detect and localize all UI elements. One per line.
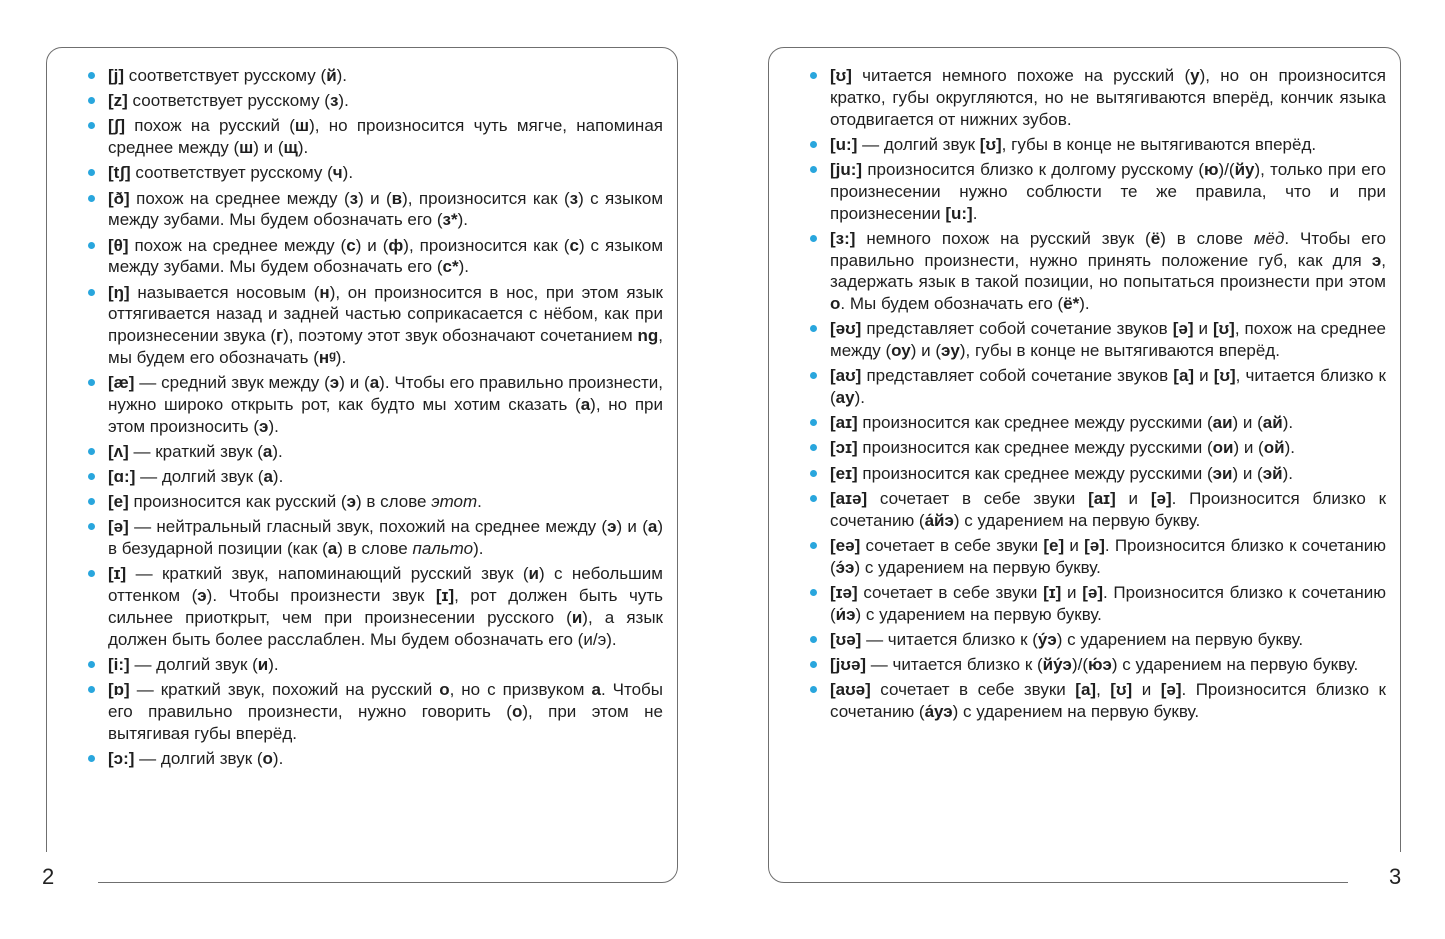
bold-fragment: ю: [1204, 159, 1219, 179]
text-fragment: ) с языком между зубами. Мы будем обозначать его (: [108, 188, 664, 230]
italic-fragment: мёд: [1253, 228, 1285, 248]
bold-fragment: [ɑ:]: [108, 467, 136, 487]
text-fragment: сочетает в себе звуки: [870, 680, 1076, 700]
text-fragment: соответствует русскому (: [124, 66, 327, 85]
text-fragment: ) с ударением на первую букву.: [854, 557, 1101, 577]
text-fragment: . Произносится близко к сочетанию (: [830, 535, 1386, 577]
text-fragment: сочетает в себе звуки: [867, 488, 1089, 508]
text-fragment: — краткий звук, похожий на русский: [129, 680, 440, 700]
text-fragment: — читается близко к (: [861, 629, 1038, 649]
text-fragment: — читается близко к (: [866, 655, 1043, 674]
bold-fragment: [ə]: [1160, 680, 1182, 700]
text-fragment: ) и (: [355, 235, 389, 255]
text-fragment: ), поэтому этот звук обозначают сочетанием: [283, 326, 638, 346]
phoneme-item-au: [830, 365, 1386, 409]
bold-fragment: э: [607, 517, 617, 537]
text-fragment: ), произносится как (: [403, 235, 570, 255]
bold-fragment: ш: [239, 138, 254, 158]
bold-fragment: [ʃ]: [108, 116, 125, 136]
bold-fragment: ои: [1212, 438, 1234, 458]
bold-fragment: э: [329, 373, 340, 393]
text-fragment: ).: [272, 441, 283, 461]
bold-fragment: [aɪə]: [830, 488, 868, 508]
text-fragment: ) в слове: [1160, 228, 1254, 248]
phoneme-item-ie: [830, 582, 1386, 626]
bold-fragment: [ɔ:]: [108, 748, 135, 768]
bold-fragment: нᵍ: [318, 347, 336, 367]
bold-fragment: эи: [1212, 463, 1233, 483]
bold-fragment: и: [528, 564, 539, 584]
text-fragment: и: [1194, 366, 1214, 386]
text-fragment: ).: [1282, 413, 1294, 433]
text-fragment: немного похож на русский звук (: [855, 228, 1151, 248]
right-phoneme-list: [830, 65, 1386, 726]
bold-fragment: а: [262, 441, 273, 461]
bold-fragment: и́э: [835, 604, 856, 624]
text-fragment: — долгий звук (: [129, 655, 258, 674]
phoneme-item-long-u: [830, 134, 1386, 156]
italic-fragment: пальто: [412, 539, 474, 559]
text-fragment: представляет собой сочетание звуков: [861, 319, 1173, 339]
text-fragment: ) и (: [1233, 438, 1264, 458]
bold-fragment: [u:]: [830, 134, 858, 154]
text-fragment: . Чтобы его правильно произнести, нужно говорить (: [108, 680, 663, 721]
text-fragment: сочетает в себе звуки: [857, 582, 1044, 602]
bold-fragment: [aʊə]: [830, 680, 871, 700]
bold-fragment: [jʊə]: [830, 655, 867, 674]
text-fragment: ).: [457, 210, 468, 230]
text-fragment: ) в слове: [355, 492, 432, 512]
text-fragment: ).: [272, 467, 284, 487]
text-fragment: и: [1115, 488, 1151, 508]
text-fragment: .: [972, 203, 978, 223]
bold-fragment: а: [263, 467, 273, 487]
page-number-left: 2: [42, 864, 55, 889]
phoneme-item-long-i: [108, 654, 663, 676]
text-fragment: соответствует русскому (: [130, 163, 333, 183]
text-fragment: произносится как среднее между русскими (: [857, 413, 1213, 433]
phoneme-item-sh: [108, 115, 663, 159]
text-fragment: ).: [854, 388, 865, 408]
bold-fragment: о: [262, 748, 273, 768]
text-fragment: ) в слове: [337, 539, 413, 559]
bold-fragment: а: [369, 373, 380, 393]
bold-fragment: ау: [835, 388, 855, 408]
bold-fragment: з: [569, 188, 579, 208]
bold-fragment: [ɒ]: [108, 680, 130, 700]
text-fragment: ), но он произносится кратко, губы округляются, но не вытягиваются вперёд, кончик языка отодвигается от нижних зубов.: [830, 66, 1386, 129]
bold-fragment: з: [349, 188, 359, 208]
text-fragment: ) с ударением на первую букву.: [1056, 629, 1304, 649]
text-fragment: ) и (: [1232, 413, 1263, 433]
bold-fragment: о: [830, 294, 841, 314]
bold-fragment: [ʊ]: [979, 134, 1002, 154]
bold-fragment: [aɪ]: [1088, 488, 1116, 508]
phoneme-item-long-o: [108, 748, 663, 770]
bold-fragment: [ŋ]: [108, 282, 130, 302]
text-fragment: ), произносится как (: [402, 188, 570, 208]
bold-fragment: [ɪ]: [108, 564, 127, 584]
bold-fragment: э: [197, 586, 207, 606]
text-fragment: ) с небольшим оттенком (: [108, 564, 663, 606]
text-fragment: , рот должен быть чуть сильнее приоткрыт, чем при произнесении русского (: [108, 586, 663, 628]
text-fragment: ), губы в конце не вытягиваются вперёд.: [959, 341, 1280, 361]
bold-fragment: [ð]: [108, 188, 130, 208]
phoneme-item-wedge: [108, 441, 663, 463]
text-fragment: , читается близко к (: [830, 366, 1386, 408]
text-fragment: , мы будем его обозначать (: [108, 326, 663, 367]
phoneme-item-oi: [830, 437, 1386, 459]
phoneme-item-e: [108, 491, 663, 513]
text-fragment: ).: [338, 91, 349, 111]
bold-fragment: ё*: [1063, 294, 1080, 314]
bold-fragment: а́уэ: [924, 701, 953, 721]
bold-fragment: [ə]: [108, 517, 129, 537]
phoneme-item-ei: [830, 463, 1386, 485]
bold-fragment: [ɪ]: [435, 586, 455, 606]
bold-fragment: с: [569, 235, 579, 255]
text-fragment: ).: [342, 163, 354, 183]
text-fragment: ).: [335, 347, 347, 367]
phoneme-item-ju: [830, 159, 1386, 224]
bold-fragment: г: [276, 326, 284, 346]
text-fragment: произносится как русский (: [128, 492, 347, 512]
phoneme-item-ae: [108, 372, 663, 437]
text-fragment: ) с ударением на первую букву.: [1111, 655, 1359, 674]
text-fragment: ) в безударной позиции (как (: [108, 517, 663, 559]
text-fragment: и: [1061, 582, 1083, 602]
bold-fragment: и: [571, 608, 583, 628]
page-number-right: 3: [1389, 864, 1402, 889]
bold-fragment: о: [511, 701, 523, 721]
text-fragment: ), при этом не вытягивая губы вперёд.: [108, 701, 664, 743]
bold-fragment: а: [580, 394, 591, 414]
bold-fragment: у́э: [1037, 629, 1057, 649]
left-phoneme-list: [108, 65, 663, 773]
bold-fragment: [ɪə]: [830, 582, 858, 602]
text-fragment: ), а язык должен быть более расслаблен. Мы будем обозначать его (и/э).: [108, 608, 663, 649]
bold-fragment: эу: [941, 341, 960, 361]
text-fragment: — краткий звук (: [128, 441, 263, 461]
text-fragment: похож на среднее между (: [128, 235, 347, 255]
text-fragment: похож на среднее между (: [129, 188, 350, 208]
phoneme-item-aue: [830, 679, 1386, 723]
bold-fragment: ю́э: [1087, 655, 1112, 674]
bold-fragment: ой: [1263, 438, 1285, 458]
text-fragment: ) с ударением на первую букву.: [952, 701, 1200, 721]
text-fragment: называется носовым (: [129, 282, 320, 302]
text-fragment: ), только при его произнесении нужно соблюсти те же правила, что и при произнесении: [830, 159, 1386, 223]
phoneme-item-ai: [830, 412, 1386, 434]
text-fragment: ), он произносится в нос, при этом язык оттягивается назад и задней частью соприкасается с нёбом, как при произнесении звука (: [108, 282, 663, 346]
text-fragment: ) и (: [358, 188, 392, 208]
text-fragment: ) и (: [339, 373, 370, 393]
text-fragment: . Чтобы его правильно произнести, нужно принять положение губ, как для: [830, 228, 1386, 270]
phoneme-item-j: [108, 65, 663, 87]
text-fragment: , но с призвуком: [449, 680, 592, 700]
right-page-frame: [768, 47, 1401, 883]
bold-fragment: йу́э: [1042, 655, 1072, 674]
text-fragment: )/(: [1071, 655, 1088, 674]
text-fragment: ), но произносится чуть мягче, напоминая среднее между (: [108, 116, 663, 158]
bold-fragment: й: [326, 66, 337, 85]
bold-fragment: [ə]: [1150, 488, 1172, 508]
bold-fragment: [ɔɪ]: [830, 438, 858, 458]
bold-fragment: [e]: [108, 492, 129, 512]
bold-fragment: аи: [1212, 413, 1233, 433]
bold-fragment: [i:]: [108, 655, 130, 674]
bold-fragment: э: [346, 492, 356, 512]
text-fragment: — долгий звук (: [135, 467, 264, 487]
bold-fragment: ш: [294, 116, 310, 136]
phoneme-item-small-i: [108, 563, 663, 650]
phoneme-item-ea: [830, 535, 1386, 579]
bold-fragment: [ʊ]: [1213, 366, 1236, 386]
bold-fragment: [e]: [1043, 535, 1065, 555]
text-fragment: ) и (: [1232, 463, 1263, 483]
text-fragment: ).: [458, 257, 469, 277]
bold-fragment: щ: [283, 138, 298, 158]
bold-fragment: з*: [442, 210, 458, 230]
bold-fragment: йу: [1234, 159, 1255, 179]
bold-fragment: а́йэ: [924, 510, 954, 530]
text-fragment: ).: [1284, 438, 1295, 458]
bold-fragment: с*: [442, 257, 459, 277]
text-fragment: — краткий звук, напоминающий русский звук (: [126, 564, 529, 584]
text-fragment: ).: [473, 539, 484, 559]
text-fragment: ) и (: [616, 517, 648, 537]
text-fragment: ).: [1282, 463, 1293, 483]
bold-fragment: в: [391, 188, 403, 208]
bold-fragment: [ʊ]: [830, 66, 852, 85]
text-fragment: — долгий звук (: [134, 748, 263, 768]
phoneme-item-eth: [108, 188, 663, 232]
text-fragment: ) и (: [253, 138, 284, 158]
phoneme-item-short-o: [108, 679, 663, 744]
bold-fragment: [eɪ]: [830, 463, 858, 483]
phoneme-item-upsilon: [830, 65, 1386, 130]
bold-fragment: [ə]: [1172, 319, 1194, 339]
text-fragment: произносится как среднее между русскими (: [857, 463, 1213, 483]
text-fragment: ). Чтобы его правильно произнести, нужно широко открыть рот, как будто мы хотим сказать (: [108, 373, 664, 414]
bold-fragment: а: [647, 517, 658, 537]
text-fragment: ).: [297, 138, 309, 158]
text-fragment: похож на русский (: [124, 116, 295, 136]
bold-fragment: эй: [1262, 463, 1283, 483]
bold-fragment: э: [1371, 250, 1382, 270]
bold-fragment: [ə]: [1084, 535, 1105, 555]
text-fragment: ), но при этом произносить (: [108, 394, 663, 436]
bold-fragment: [θ]: [108, 235, 129, 255]
text-fragment: , похож на среднее между (: [830, 319, 1386, 361]
bold-fragment: ч: [332, 163, 343, 183]
bold-fragment: с: [346, 235, 356, 255]
text-fragment: и: [1132, 680, 1161, 700]
text-fragment: . Произносится близко к сочетанию (: [830, 582, 1386, 624]
text-fragment: , задержать язык в такой позиции, но попытаться произнести при этом: [830, 250, 1386, 292]
bold-fragment: [tʃ]: [108, 163, 131, 183]
bold-fragment: и: [257, 655, 269, 674]
text-fragment: ) с языком между зубами. Мы будем обозначать его (: [108, 235, 664, 277]
text-fragment: ).: [268, 655, 279, 674]
bold-fragment: н: [319, 282, 330, 302]
text-fragment: представляет собой сочетание звуков: [861, 366, 1174, 386]
bold-fragment: а: [327, 539, 338, 559]
bold-fragment: [æ]: [108, 373, 135, 393]
text-fragment: соответствует русскому (: [127, 91, 330, 111]
text-fragment: .: [477, 492, 482, 512]
phoneme-item-ue: [830, 629, 1386, 651]
phoneme-item-alpha: [108, 466, 663, 488]
left-page-frame: [46, 47, 678, 883]
text-fragment: произносится как среднее между русскими (: [857, 438, 1213, 458]
bold-fragment: [ɜ:]: [830, 228, 856, 248]
bold-fragment: [j]: [108, 66, 125, 85]
bold-fragment: ай: [1262, 413, 1283, 433]
text-fragment: ).: [272, 748, 284, 768]
text-fragment: и: [1193, 319, 1213, 339]
phoneme-item-ch: [108, 162, 663, 184]
phoneme-item-z: [108, 90, 663, 112]
text-fragment: сочетает в себе звуки: [860, 535, 1044, 555]
bold-fragment: [ju:]: [830, 159, 863, 179]
bold-fragment: [ə]: [1082, 582, 1103, 602]
text-fragment: произносится близко к долгому русскому (: [862, 159, 1204, 179]
text-fragment: ). Чтобы произнести звук: [206, 586, 436, 606]
text-fragment: ,: [1096, 680, 1111, 700]
bold-fragment: [z]: [108, 91, 128, 111]
bold-fragment: [ʊ]: [1212, 319, 1235, 339]
bold-fragment: ng: [637, 326, 659, 346]
italic-fragment: этот: [431, 492, 478, 512]
bold-fragment: у: [1190, 66, 1200, 85]
bold-fragment: ф: [388, 235, 404, 255]
phoneme-item-er: [830, 228, 1386, 315]
bold-fragment: [ʌ]: [108, 441, 129, 461]
bold-fragment: з: [329, 91, 339, 111]
text-fragment: . Произносится близко к сочетанию (: [830, 488, 1387, 530]
bold-fragment: [aɪ]: [830, 413, 858, 433]
phoneme-item-theta: [108, 235, 663, 279]
bold-fragment: э: [259, 416, 269, 436]
text-fragment: — нейтральный гласный звук, похожий на среднее между (: [128, 517, 608, 537]
bold-fragment: [a]: [1075, 680, 1097, 700]
bold-fragment: о: [439, 680, 450, 700]
bold-fragment: а: [591, 680, 601, 700]
bold-fragment: [a]: [1173, 366, 1195, 386]
text-fragment: ).: [336, 66, 348, 85]
text-fragment: ).: [1079, 294, 1090, 314]
bold-fragment: [ʊ]: [1110, 680, 1133, 700]
text-fragment: — долгий звук: [857, 134, 980, 154]
phoneme-item-schwa: [108, 516, 663, 560]
text-fragment: и: [1064, 535, 1085, 555]
text-fragment: — средний звук между (: [134, 373, 330, 393]
text-fragment: ) с ударением на первую букву.: [953, 510, 1201, 530]
bold-fragment: [ʊə]: [830, 629, 862, 649]
phoneme-item-jue: [830, 654, 1386, 676]
bold-fragment: оу: [891, 341, 911, 361]
bold-fragment: [aʊ]: [830, 366, 862, 386]
text-fragment: ) и (: [910, 341, 942, 361]
bold-fragment: [u:]: [945, 203, 973, 223]
text-fragment: . Мы будем обозначать его (: [840, 294, 1064, 314]
bold-fragment: ё: [1150, 228, 1161, 248]
text-fragment: )/(: [1218, 159, 1235, 179]
bold-fragment: [əʊ]: [830, 319, 862, 339]
text-fragment: . Произносится близко к сочетанию (: [830, 680, 1386, 721]
phoneme-item-ou: [830, 318, 1386, 362]
bold-fragment: [ɪ]: [1043, 582, 1062, 602]
bold-fragment: [eə]: [830, 535, 861, 555]
bold-fragment: э́э: [835, 557, 855, 577]
text-fragment: читается немного похоже на русский (: [851, 66, 1191, 85]
text-fragment: ) с ударением на первую букву.: [855, 604, 1102, 624]
text-fragment: , губы в конце не вытягиваются вперёд.: [1001, 134, 1317, 154]
phoneme-item-eng: [108, 282, 663, 369]
text-fragment: ).: [268, 416, 279, 436]
phoneme-item-aie: [830, 488, 1386, 532]
